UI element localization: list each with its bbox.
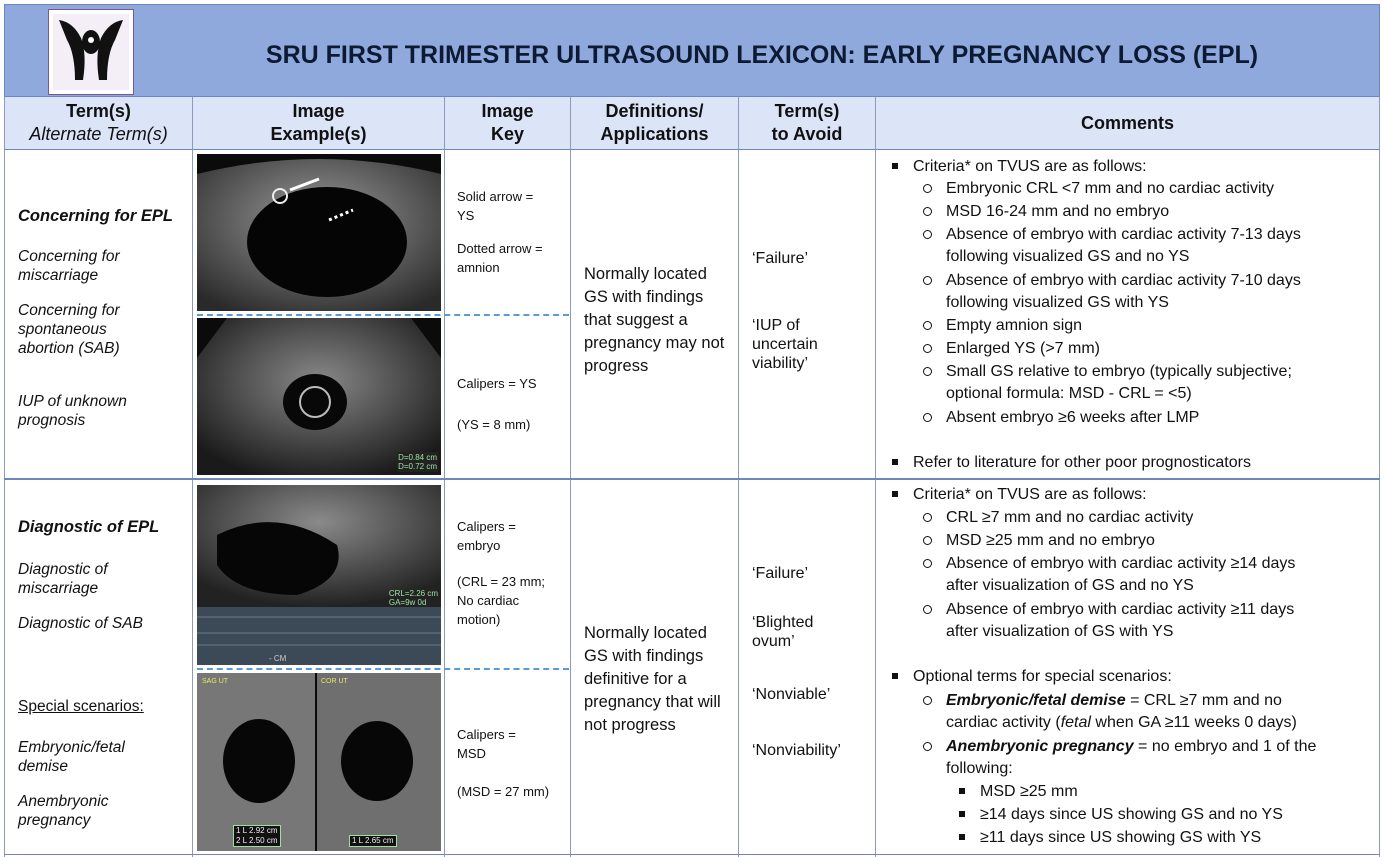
criteria-item: Absent embryo ≥6 weeks after LMP xyxy=(946,409,1200,426)
ultrasound-image-enlarged-ys xyxy=(197,318,441,475)
avoid-term: ‘Failure’ xyxy=(752,565,809,582)
sub-criteria-item: ≥14 days since US showing GS and no YS xyxy=(980,806,1283,823)
alt-term: IUP of unknown prognosis xyxy=(18,393,127,429)
image-key-msd-size: (MSD = 27 mm) xyxy=(457,784,550,799)
image-label-cor: COR UT xyxy=(321,678,348,685)
image-cm-label: - CM xyxy=(269,654,287,663)
row-divider xyxy=(4,478,1380,480)
header-image-example-line1: Image xyxy=(292,101,345,121)
ultrasound-image-crl xyxy=(197,485,441,665)
image-key-line: Calipers = xyxy=(457,519,516,534)
header-terms-alt-label: Alternate Term(s) xyxy=(29,124,168,144)
header-image-example xyxy=(193,97,445,150)
criteria-item: Absence of embryo with cardiac activity 7-13 days xyxy=(946,226,1301,243)
measurement-d1: D=0.84 cm xyxy=(398,453,437,462)
ultrasound-image-msd xyxy=(197,673,441,851)
image-key-line: YS xyxy=(457,208,475,223)
criteria-item: CRL ≥7 mm and no cardiac activity xyxy=(946,509,1194,526)
special-scenarios-label: Special scenarios: xyxy=(18,698,144,715)
avoid-term: ‘IUP of uncertain viability’ xyxy=(752,317,818,372)
title-banner xyxy=(4,4,1380,97)
criteria-header: Criteria* on TVUS are as follows: xyxy=(913,158,1147,175)
demise-term: Embryonic/fetal demise xyxy=(946,692,1126,709)
sub-criteria-item: ≥11 days since US showing GS with YS xyxy=(980,829,1262,846)
circle-bullet-icon xyxy=(923,513,932,522)
image-key-line: amnion xyxy=(457,260,500,275)
anembryonic-def-text: = no embryo and 1 of the xyxy=(1133,738,1317,755)
refer-note: Refer to literature for other poor prognosticators xyxy=(913,454,1251,471)
criteria-item: MSD 16-24 mm and no embryo xyxy=(946,203,1170,220)
image-key-dotted-arrow xyxy=(457,239,543,277)
image-measurement-label: 1 L 2.65 cm xyxy=(349,835,397,847)
circle-bullet-icon xyxy=(923,559,932,568)
alt-term: Concerning for miscarriage xyxy=(18,248,120,284)
header-avoid xyxy=(739,97,876,150)
sru-logo xyxy=(48,9,134,95)
page-title: SRU FIRST TRIMESTER ULTRASOUND LEXICON: EARLY PREGNANCY LOSS (EPL) xyxy=(265,41,1259,69)
alt-term: Concerning for spontaneous abortion (SAB) xyxy=(18,302,120,357)
column-divider xyxy=(4,150,5,857)
anembryonic-term: Anembryonic pregnancy xyxy=(946,738,1134,755)
optional-terms-header: Optional terms for special scenarios: xyxy=(913,668,1172,685)
header-definitions xyxy=(571,97,739,150)
demise-def-fetal: fetal xyxy=(1060,714,1091,731)
column-divider xyxy=(738,150,739,857)
image-key-line: Dotted arrow = xyxy=(457,241,543,256)
image-key-calipers-msd xyxy=(457,725,516,763)
criteria-item: Empty amnion sign xyxy=(946,317,1083,334)
special-term: Embryonic/fetal demise xyxy=(18,739,125,775)
header-definitions-line2: Applications xyxy=(600,124,709,144)
header-image-key-line1: Image xyxy=(481,101,534,121)
image-key-line: MSD xyxy=(457,746,486,761)
criteria-item-continued: following visualized GS with YS xyxy=(946,294,1169,311)
image-label-sag: SAG UT xyxy=(202,678,229,685)
measurement-d2: D=0.72 cm xyxy=(398,462,437,471)
header-image-key xyxy=(445,97,571,150)
image-key-solid-arrow xyxy=(457,187,533,225)
measurement-l1: 1 L 2.92 cm xyxy=(236,826,278,835)
image-key-calipers-embryo xyxy=(457,517,516,555)
header-terms xyxy=(4,97,193,150)
square-bullet-icon xyxy=(959,788,965,794)
circle-bullet-icon xyxy=(923,696,932,705)
image-key-line: embryo xyxy=(457,538,501,553)
avoid-term: ‘Blighted ovum’ xyxy=(752,614,814,650)
column-divider xyxy=(570,150,571,857)
criteria-item-continued: after visualization of GS with YS xyxy=(946,623,1174,640)
anembryonic-definition xyxy=(946,736,1316,758)
header-avoid-line2: to Avoid xyxy=(771,124,843,144)
circle-bullet-icon xyxy=(923,276,932,285)
sub-criteria-item: MSD ≥25 mm xyxy=(980,783,1078,800)
image-key-line: Solid arrow = xyxy=(457,189,534,204)
circle-bullet-icon xyxy=(923,184,932,193)
circle-bullet-icon xyxy=(923,605,932,614)
image-key-line: No cardiac xyxy=(457,593,520,608)
criteria-item-continued: optional formula: MSD - CRL = <5) xyxy=(946,385,1192,402)
image-key-line: Calipers = xyxy=(457,727,516,742)
header-image-example-line2: Example(s) xyxy=(270,124,367,144)
ultrasound-scan-graphic xyxy=(197,154,441,311)
term-diagnostic-epl: Diagnostic of EPL xyxy=(18,518,160,536)
column-divider xyxy=(444,150,445,857)
circle-bullet-icon xyxy=(923,344,932,353)
image-measurement-label xyxy=(389,589,438,607)
criteria-item: Enlarged YS (>7 mm) xyxy=(946,340,1100,357)
header-image-key-line2: Key xyxy=(490,124,525,144)
avoid-term: ‘Nonviable’ xyxy=(752,686,831,703)
square-bullet-icon xyxy=(959,811,965,817)
header-avoid-line1: Term(s) xyxy=(774,101,840,121)
image-measurement-label xyxy=(397,452,438,472)
alt-term: Diagnostic of SAB xyxy=(18,615,143,632)
header-comments-label: Comments xyxy=(1080,112,1174,133)
avoid-term: ‘Nonviability’ xyxy=(752,742,841,759)
image-divider-dashed-line xyxy=(197,668,569,670)
image-key-line: (CRL = 23 mm; xyxy=(457,574,546,589)
alt-term: Diagnostic of miscarriage xyxy=(18,561,108,597)
measurement-ga: GA=9w 0d xyxy=(388,598,427,607)
image-key-ys-size: (YS = 8 mm) xyxy=(457,417,531,432)
circle-bullet-icon xyxy=(923,536,932,545)
image-divider-dashed-line xyxy=(197,314,569,316)
column-divider xyxy=(192,150,193,857)
row-divider xyxy=(4,854,1380,855)
avoid-term: ‘Failure’ xyxy=(752,250,809,267)
criteria-item: MSD ≥25 mm and no embryo xyxy=(946,532,1155,549)
definition-concerning: Normally located GS with findings that suggest a pregnancy may not progress xyxy=(584,265,725,375)
image-key-calipers-ys: Calipers = YS xyxy=(457,376,537,391)
criteria-item: Absence of embryo with cardiac activity ≥14 days xyxy=(946,555,1296,572)
circle-bullet-icon xyxy=(923,230,932,239)
demise-definition-continued xyxy=(946,712,1297,734)
criteria-header: Criteria* on TVUS are as follows: xyxy=(913,486,1147,503)
criteria-item-continued: after visualization of GS and no YS xyxy=(946,577,1194,594)
demise-def-text: when GA ≥11 weeks 0 days) xyxy=(1090,714,1297,731)
header-terms-label: Term(s) xyxy=(66,101,131,121)
term-concerning-epl: Concerning for EPL xyxy=(18,207,173,225)
criteria-item: Embryonic CRL <7 mm and no cardiac activity xyxy=(946,180,1274,197)
image-key-line: motion) xyxy=(457,612,501,627)
bullet-icon xyxy=(892,163,898,169)
bullet-icon xyxy=(892,491,898,497)
circle-bullet-icon xyxy=(923,742,932,751)
demise-definition xyxy=(946,690,1282,712)
bullet-icon xyxy=(892,459,898,465)
anembryonic-definition-continued: following: xyxy=(946,760,1013,777)
definition-diagnostic: Normally located GS with findings definitive for a pregnancy that will not progress xyxy=(584,624,721,734)
bullet-icon xyxy=(892,673,898,679)
criteria-item: Absence of embryo with cardiac activity 7-10 days xyxy=(946,272,1301,289)
criteria-item: Absence of embryo with cardiac activity ≥11 days xyxy=(946,601,1295,618)
image-measurement-label xyxy=(233,825,281,847)
circle-bullet-icon xyxy=(923,413,932,422)
header-comments xyxy=(876,97,1380,150)
criteria-item-continued: following visualized GS and no YS xyxy=(946,248,1190,265)
image-key-crl xyxy=(457,572,545,629)
column-divider xyxy=(875,150,876,857)
ultrasound-image-ys-amnion xyxy=(197,154,441,311)
demise-def-text: = CRL ≥7 mm and no xyxy=(1125,692,1282,709)
header-definitions-line1: Definitions/ xyxy=(605,101,704,121)
square-bullet-icon xyxy=(959,834,965,840)
column-divider xyxy=(1379,150,1380,857)
special-term: Anembryonic pregnancy xyxy=(18,793,109,829)
circle-bullet-icon xyxy=(923,321,932,330)
circle-bullet-icon xyxy=(923,207,932,216)
circle-bullet-icon xyxy=(923,367,932,376)
logo-figure-icon xyxy=(53,14,129,90)
demise-def-text: cardiac activity ( xyxy=(946,714,1061,731)
criteria-item: Small GS relative to embryo (typically subjective; xyxy=(946,363,1292,380)
measurement-crl: CRL=2.26 cm xyxy=(388,589,438,598)
logo-background xyxy=(53,14,129,90)
ultrasound-scan-graphic xyxy=(197,485,441,665)
measurement-l2: 2 L 2.50 cm xyxy=(236,836,278,845)
